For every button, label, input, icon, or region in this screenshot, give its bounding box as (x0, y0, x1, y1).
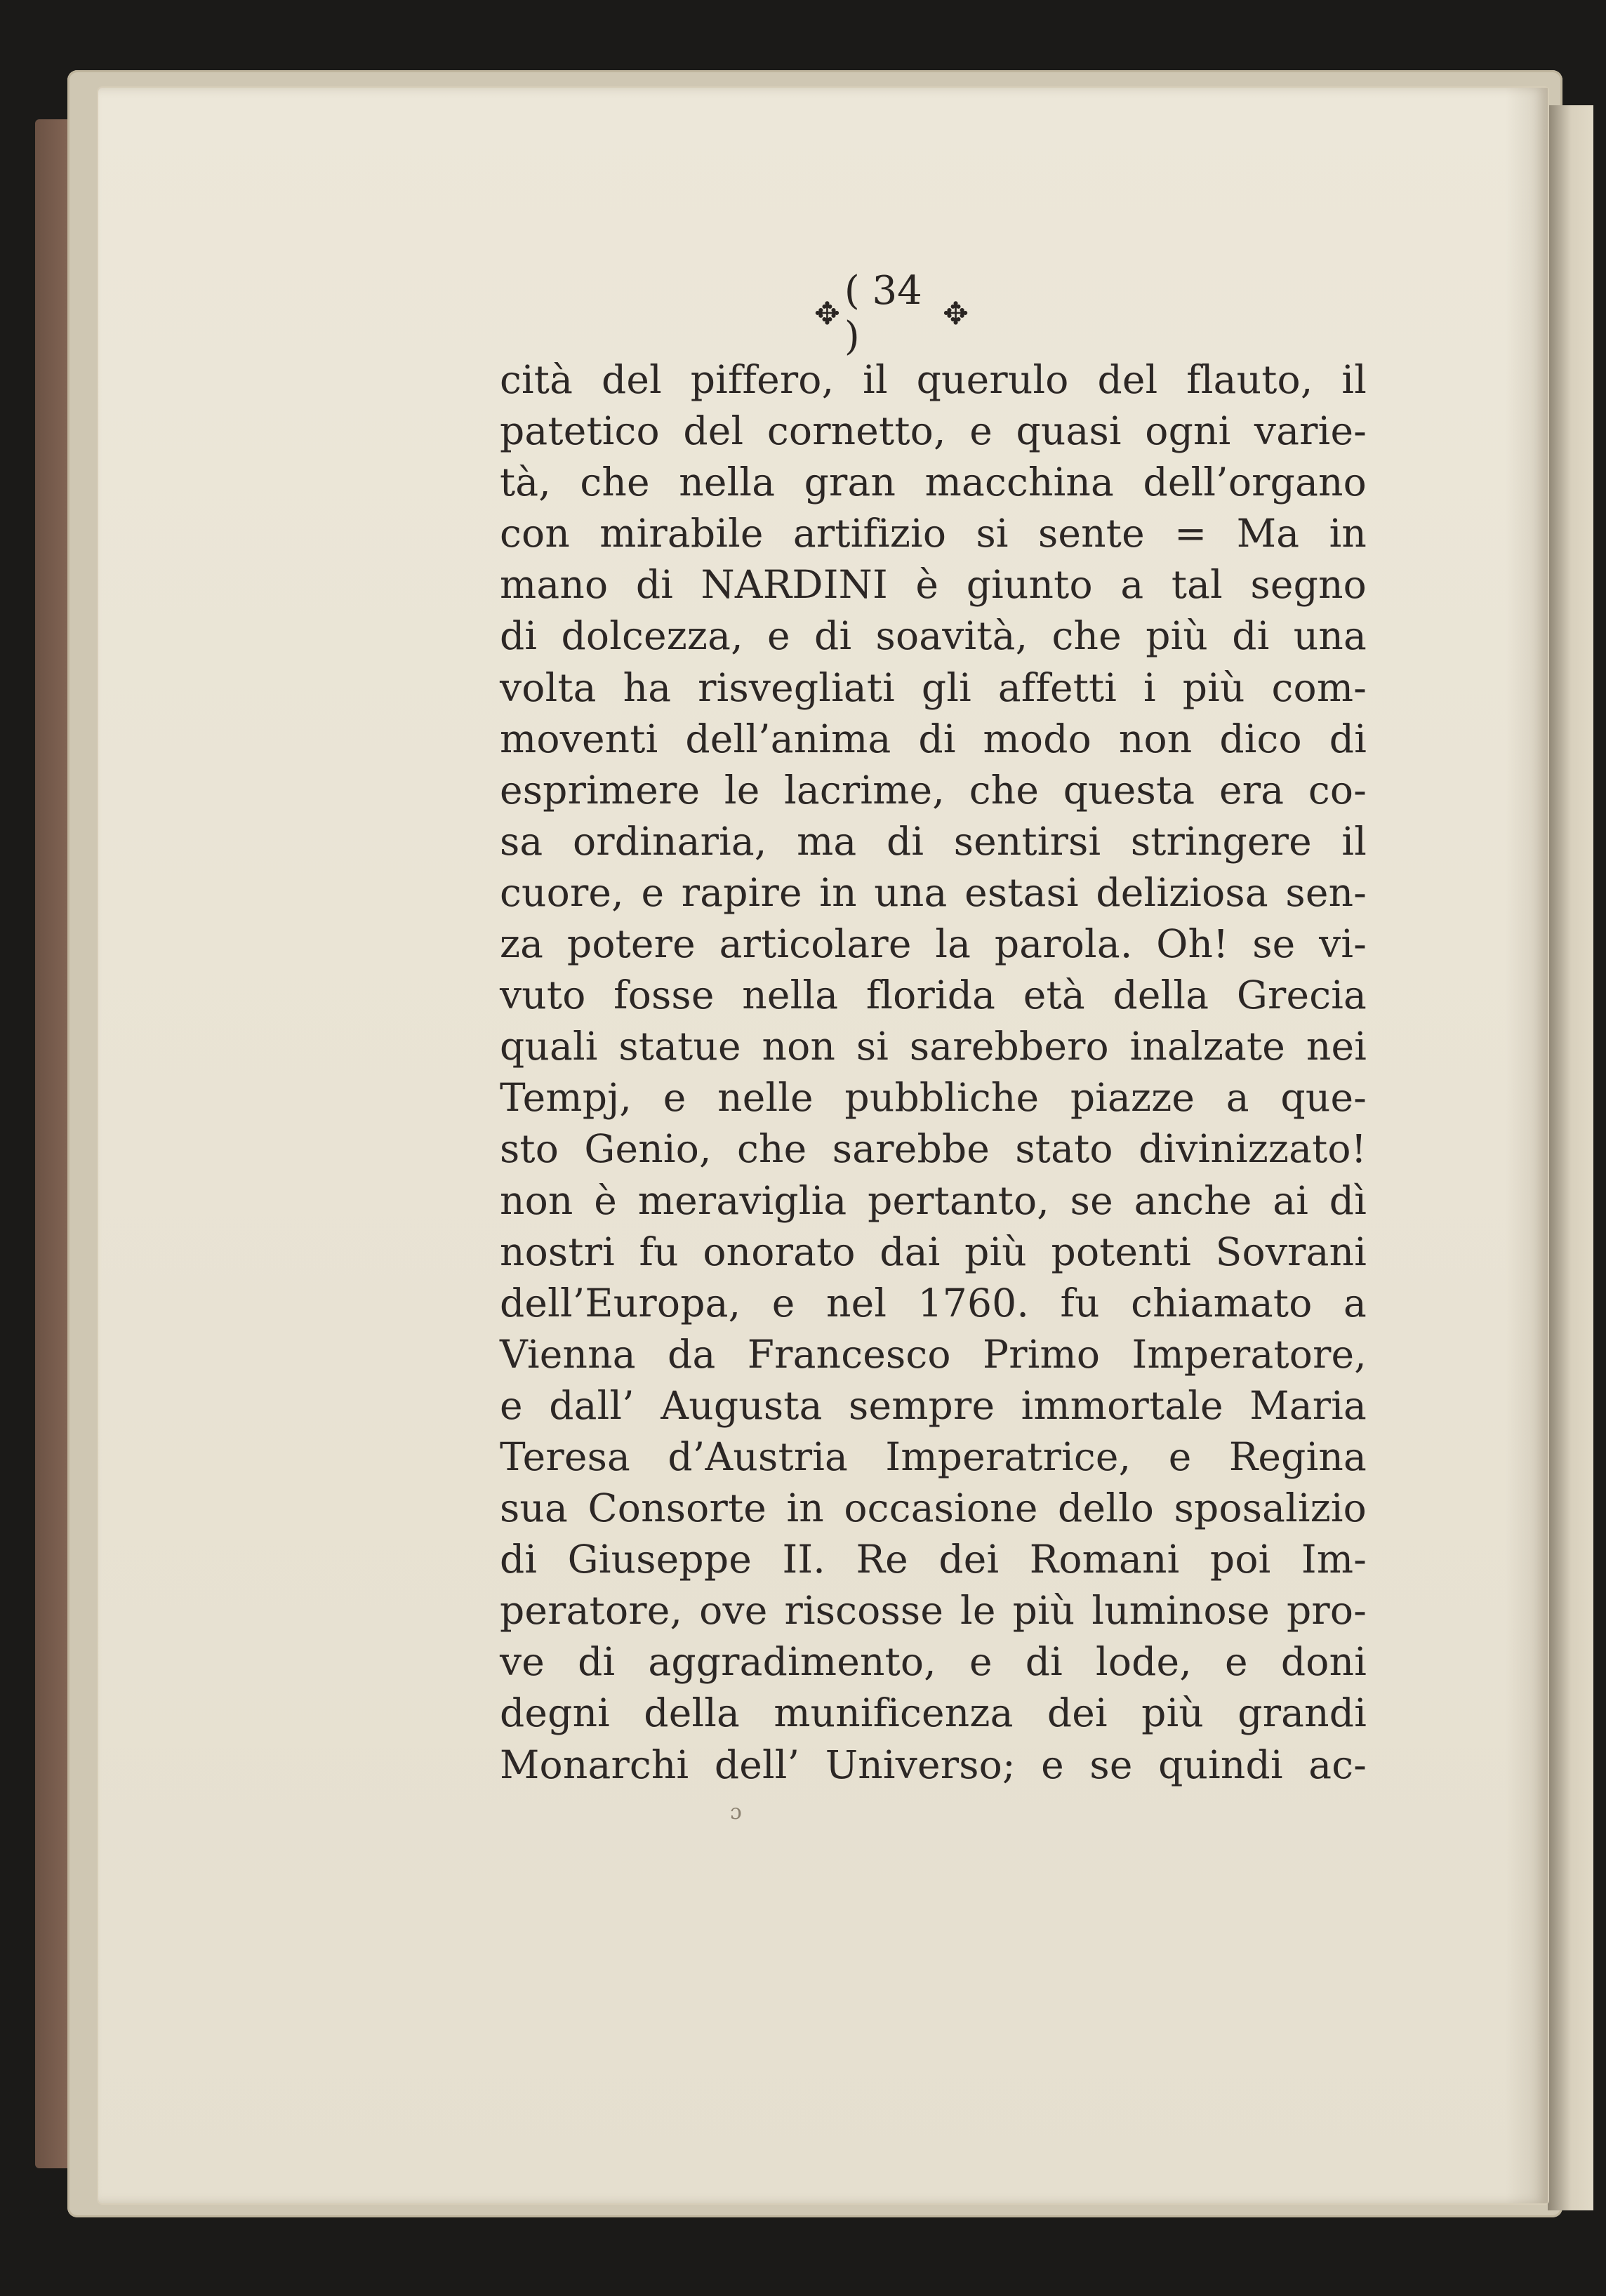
text-line: volta ha risvegliati gli affetti i più com- (500, 665, 1367, 710)
text-line: moventi dell’anima di modo non dico di (500, 716, 1367, 761)
text-line: esprimere le lacrime, che questa era co- (500, 767, 1367, 813)
text-line: sa ordinaria, ma di sentirsi stringere il (500, 818, 1367, 864)
text-line: sua Consorte in occasione dello sposalizio (500, 1486, 1367, 1531)
text-line: ve di aggradimento, e di lode, e doni (500, 1639, 1367, 1685)
text-line: patetico del cornetto, e quasi ogni varie- (500, 408, 1367, 454)
text-line: Tempj, e nelle pubbliche piazze a que- (500, 1075, 1367, 1121)
text-line: Vienna da Francesco Primo Imperatore, (500, 1331, 1367, 1377)
text-line: cuore, e rapire in una estasi deliziosa sen- (500, 869, 1367, 915)
body-text (500, 354, 1367, 1791)
page-number: ( 34 ) (844, 268, 922, 359)
text-line: dell’Europa, e nel 1760. fu chiamato a (500, 1280, 1367, 1326)
text-line: sto Genio, che sarebbe stato divinizzato! (500, 1126, 1367, 1172)
text-line: nostri fu onorato dai più potenti Sovrani (500, 1229, 1367, 1274)
text-line: di Giuseppe II. Re dei Romani poi Im- (500, 1537, 1367, 1582)
text-line: za potere articolare la parola. Oh! se vi- (500, 921, 1367, 967)
page-header (814, 268, 969, 359)
text-line: cità del piffero, il querulo del flauto, il (500, 357, 1367, 402)
text-line: con mirabile artifizio si sente = Ma in (500, 511, 1367, 556)
text-line: Teresa d’Austria Imperatrice, e Regina (500, 1434, 1367, 1479)
catchword-mark: ɔ (730, 1800, 742, 1824)
background-edge (1593, 105, 1606, 2210)
text-line: vuto fosse nella florida età della Grecia (500, 973, 1367, 1018)
text-line: quali statue non si sarebbero inalzate nei (500, 1024, 1367, 1069)
text-line: degni della munificenza dei più grandi (500, 1690, 1367, 1736)
right-ornament-icon: ✥ (943, 295, 969, 332)
text-line: non è meraviglia pertanto, se anche ai dì (500, 1177, 1367, 1223)
text-line: peratore, ove riscosse le più luminose pro- (500, 1588, 1367, 1634)
text-line: Monarchi dell’ Universo; e se quindi ac- (500, 1742, 1367, 1787)
text-line: e dall’ Augusta sempre immortale Maria (500, 1382, 1367, 1428)
text-line: tà, che nella gran macchina dell’organo (500, 460, 1367, 505)
left-ornament-icon: ✥ (814, 295, 840, 332)
text-line: di dolcezza, e di soavità, che più di una (500, 613, 1367, 659)
text-line: mano di NARDINI è giunto a tal segno (500, 562, 1367, 608)
